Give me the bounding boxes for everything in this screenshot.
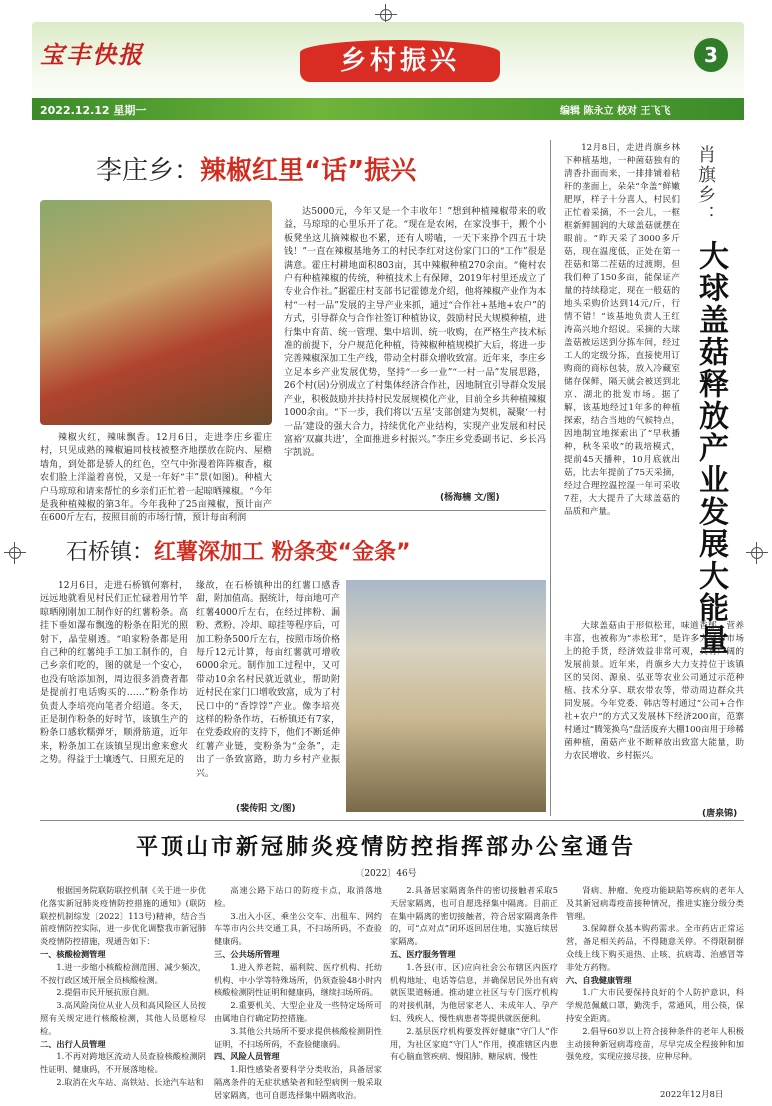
article1-title-place: 李庄乡： xyxy=(96,156,201,186)
notice-paragraph: 3.高风险岗位从业人员和高风险区人员按照有关规定进行核酸检测，其他人员愿检尽检。 xyxy=(40,1000,206,1036)
editor-credit: 编辑 陈永立 校对 王飞飞 xyxy=(560,106,671,117)
notice-heading: 二、出行人员管理 xyxy=(40,1038,106,1049)
notice-paragraph: 根据国务院联防联控机制《关于进一步优化落实新冠肺炎疫情防控措施的通知》(联防联控机制综发〔2022〕113号)精神，结合当前疫情防控实际，进一步优化调整我市新冠肺炎疫情防控措施，现通告如下： xyxy=(40,885,206,947)
chili-drying-photo xyxy=(40,200,272,425)
notice-paragraph: 2.倡导60岁以上符合接种条件的老年人积极主动接种新冠病毒疫苗，尽早完成全程接种和加强免疫，实现应接尽接、应种尽种。 xyxy=(566,1025,744,1062)
notice-date: 2022年12月8日 xyxy=(660,1090,724,1100)
article2-byline: (裴传阳 文/图) xyxy=(236,804,296,814)
article2-col2: 缘故，在石桥镇种出的红薯口感香甜，附加值高。据统计，每亩地可产红薯4000斤左右，在经过摔粉、漏粉、煮粉、冷却、晾挂等程序后，可加工粉条500斤左右，按照市场价格每斤12元计算，每亩红薯就可增收6000余元。制作加工过程中，又可带动10余名村民就近就业，帮助附近村民在家门口增收致富，成为了村民口中的“香饽饽”产业。像李培亮这样的粉条作坊，石桥镇还有7家，在党委政府的支持下，他们不断延伸红薯产业链，变粉条为“金条”，走出了一条致富路，助力乡村产业振兴。 xyxy=(196,581,341,779)
article2-col1: 12月6日，走进石桥镇何寨村，远远地就看见村民们正忙碌着用竹竿晾晒刚刚加工制作好的红薯粉条。高挂下垂如瀑布飘逸的粉条在阳光的照射下，晶莹剔透。“咱家粉条都是用自己种的红薯纯手工加工制作的，自己乡亲们吃的，图的就是一个安心，也没有啥添加剂，周边很多消费者都是提前打电话购买的……”粉条作坊负责人李培亮向笔者介绍道。冬天，正是制作粉条的好时节，该镇生产的粉条口感软糯弹牙，顺滑筋道，近年来，粉条加工在该镇呈现出愈来愈火之势。得益于土壤透气、日照充足的 xyxy=(40,581,188,766)
article2-title-place: 石桥镇： xyxy=(66,540,155,565)
article3-title-main: 大球盖菇释放产业发展大能量 xyxy=(693,240,728,656)
notice-title: 平顶山市新冠肺炎疫情防控指挥部办公室通告 xyxy=(135,834,636,860)
registration-mark-left xyxy=(4,542,26,564)
notice-paragraph: 2.重要机关、大型企业及一些特定场所可由属地自行确定防控措施。 xyxy=(214,1000,382,1023)
notice-number: 〔2022〕46号 xyxy=(355,869,417,879)
notice-paragraph: 1.阳性感染者要科学分类收治，具备居家隔离条件的无症状感染者和轻型病例一般采取居家隔离，也可自愿选择集中隔离收治。 xyxy=(214,1064,382,1100)
notice-heading: 四、风险人员管理 xyxy=(214,1051,280,1062)
notice-heading: 三、公共场所管理 xyxy=(214,948,280,959)
notice-heading: 一、核酸检测管理 xyxy=(40,948,106,959)
registration-mark-right xyxy=(746,542,768,564)
notice-paragraph: 1.各县(市、区)应向社会公布辖区内医疗机构地址、电话等信息，并确保居民外出有病就医渠道畅通。推动建立社区与专门医疗机构的对接机制，为他居家老人、未成年人、孕产妇、残疾人、慢性病患者等提供就医便利。 xyxy=(390,961,558,1023)
article2-title xyxy=(66,535,411,566)
notice-paragraph: 1.广大市民要保持良好的个人防护意识，科学规范佩戴口罩，勤洗手，常通风，用公筷，保持安全距离。 xyxy=(566,987,744,1023)
column-divider xyxy=(550,140,551,816)
notice-col2 xyxy=(214,884,382,1100)
article3-byline: (唐泉锦) xyxy=(702,809,738,819)
notice-paragraph: 3.其他公共场所不要求提供核酸检测阴性证明，不扫场所码，不查验健康码。 xyxy=(214,1025,382,1049)
notice-paragraph: 2.基层医疗机构要发挥好健康“守门人”作用，为社区家庭“守门人”作用，摸准辖区内患有心脑血管疾病、慢阻肺、糖尿病、慢性 xyxy=(390,1025,558,1062)
notice-paragraph: 1.不再对跨地区流动人员查验核酸检测阴性证明、健康码，不开展落地检。 xyxy=(40,1051,206,1075)
notice-paragraph: 1.进入养老院、福利院、医疗机构、托幼机构、中小学等特殊场所，仍须查验48小时内核酸检测阴性证明和健康码，继续扫场所码。 xyxy=(214,961,382,998)
notice-col4 xyxy=(566,884,744,1084)
notice-col3 xyxy=(390,884,558,1100)
notice-paragraph: 高速公路下站口的防疫卡点，取消落地检。 xyxy=(214,885,382,908)
article1-title-main: 辣椒红里“话”振兴 xyxy=(200,156,417,186)
notice-paragraph: 2.提倡市民开展抗原自测。 xyxy=(56,987,155,998)
notice-divider xyxy=(40,820,744,821)
section-title: 乡村振兴 xyxy=(300,40,500,82)
article1-col-left: 辣椒火红，辣味飘香。12月6日，走进李庄乡霍庄村，只见成熟的辣椒遍同枝枝被整齐地摆放在院内、屋檐墙角，到处都是骄人的红色，空气中弥漫着阵阵椒香，椒农们脸上洋溢着喜悦，又是一年好“丰”景(如图)。种植大户马琼琼和请来帮忙的乡亲们正忙着一起晾晒辣椒。“今年是我种植辣椒的第3年。今年我种了25亩辣椒，预计亩产在600斤左右，按照目前的市场行情，预计每亩利润 xyxy=(40,433,272,524)
notice-paragraph: 3.出入小区、乘坐公交车、出租车、网约车等市内公共交通工具，不扫场所码，不查验健康码。 xyxy=(214,910,382,947)
article3-col-bottom: 大球盖菇由于形似松茸，味道香郁，营养丰富，也被称为“赤松茸”，是许多大城市市场上的抢手货，经济效益非常可观，具有广阔的发展前景。近年来，肖旗乡大力支持位于该镇区的吴闵、源泉、弘亚等农业公司通过示范种植、技术分享、联农带农等，带动周边群众共同发展。今年党委、韩店等村通过“公司+合作社+农户”的方式又发展林下经济200亩，范寨村通过“腾笼换鸟”盘活废弃大棚100亩用于珍稀菌种植，菌菇产业不断释放出致富大能量，助力农民增收、乡村振兴。 xyxy=(564,621,744,761)
notice-paragraph: 1.进一步缩小核酸检测范围、减少频次，不按行政区域开展全员核酸检测。 xyxy=(40,961,206,985)
notice-paragraph: 肾病、肿瘤、免疫功能缺陷等疾病的老年人及其新冠病毒疫苗接种情况，推进实施分级分类管理。 xyxy=(566,885,744,921)
noodle-drying-photo xyxy=(346,580,546,812)
article1-byline: (杨海楠 文/图) xyxy=(440,493,500,503)
article2-title-main: 红薯深加工 粉条变“金条” xyxy=(154,540,411,565)
notice-paragraph: 3.保障群众基本购药需求。全市药店正常运营，备足相关药品，不得随意关停。不得限制群众线上线下购买退热、止咳、抗病毒、治感冒等非处方药物。 xyxy=(566,923,744,972)
article1-title xyxy=(96,150,416,187)
notice-paragraph: 2.具备居家隔离条件的密切接触者采取5天居家隔离，也可自愿选择集中隔离。目前正在集中隔离的密切接触者，符合居家隔离条件的，可“点对点”闭环返回居住地，实施后续居家隔离。 xyxy=(390,885,558,947)
notice-paragraph: 2.取消在火车站、高铁站、长途汽车站和 xyxy=(56,1076,204,1087)
divider xyxy=(40,510,546,511)
notice-heading: 六、自我健康管理 xyxy=(566,974,632,985)
article3-title-place: 肖旗乡： xyxy=(695,145,716,225)
notice-heading: 五、医疗服务管理 xyxy=(390,948,456,959)
page-number: 3 xyxy=(694,38,728,72)
notice-col1 xyxy=(40,884,206,1100)
article3-col-top: 12月8日，走进肖旗乡林下种植基地，一种菌菇独有的清香扑面而来，一排排铺着秸秆的垄面上，朵朵“伞盖”鲜嫩肥厚，样子十分喜人，村民们正忙着采摘，不一会儿，一框框新鲜圆润的大球盖菇就摆在眼前。“昨天采了3000多斤菇，现在温度低，正处在第一茬菇和第二茬菇的过渡期，但我们种了150多亩，能保证产量的持续稳定，现在一般菇的地头采购价达到14元/斤，行情不错！”该基地负责人王红涛高兴地介绍说。采摘的大球盖菇被运送到分拣车间，经过工人的定级分拣，直接使用订购商的商标包装，放入冷藏室储存保鲜，隔天就会被送到北京、湖北的批发市场。据了解，该基地经过1年多的种植探索，结合当地的气候特点，因地制宜地探索出了“早秋播种，秋冬采收”的栽培模式，提前45天播种，10月底就出菇，比去年提前了75天采摘，经过合理控温控湿一年可采收7茬，大大提升了大球盖菇的品质和产量。 xyxy=(564,143,680,517)
masthead: 宝丰快报 xyxy=(40,40,144,69)
issue-date: 2022.12.12 星期一 xyxy=(40,104,147,117)
article1-col-right: 达5000元，今年又是一个丰收年！”想到种植辣椒带来的收益，马琼琼的心里乐开了花。“现在是农闲，在家没事干，搬个小板凳坐这儿摘辣椒也不累，还有人唠嗑，一天下来挣个四五十块钱！”一直在辣椒基地务工的村民李红对这份家门口的“工作”很是满意。霍庄村耕地面积803亩，其中辣椒种植270余亩。“俺村农户有种植辣椒的传统，种植技术上有保障，2019年村里还成立了专业合作社。”据霍庄村支部书记霍德龙介绍，他将辣椒产业作为本村“一村一品”发展的主导产业来抓，通过“合作社+基地+农户”的方式，引导群众与合作社签订种植协议，鼓励村民大规模种植，进行集中育苗、统一管理、集中培训、统一收购，在严格生产技术标准的前提下，分户规范化种植，待辣椒种植规模扩大后，将进一步完善辣椒深加工生产线，带动全村群众增收致富。近年来，李庄乡立足本乡产业发展优势，坚持“一乡一业”“一村一品”发展思路，26个村(居)分别成立了村集体经济合作社，因地制宜引导群众发展产业，积极鼓励并扶持村民发展规模化产业，目前全乡共种植辣椒1000余亩。“下一步，我们将以‘五星’支部创建为契机，凝聚‘一村一品’建设的强大合力，持续优化产业结构，实现产业发展和村民富裕‘双赢共进’，全面推进乡村振兴。”李庄乡党委副书记、乡长冯宇凯说。 xyxy=(284,207,546,459)
